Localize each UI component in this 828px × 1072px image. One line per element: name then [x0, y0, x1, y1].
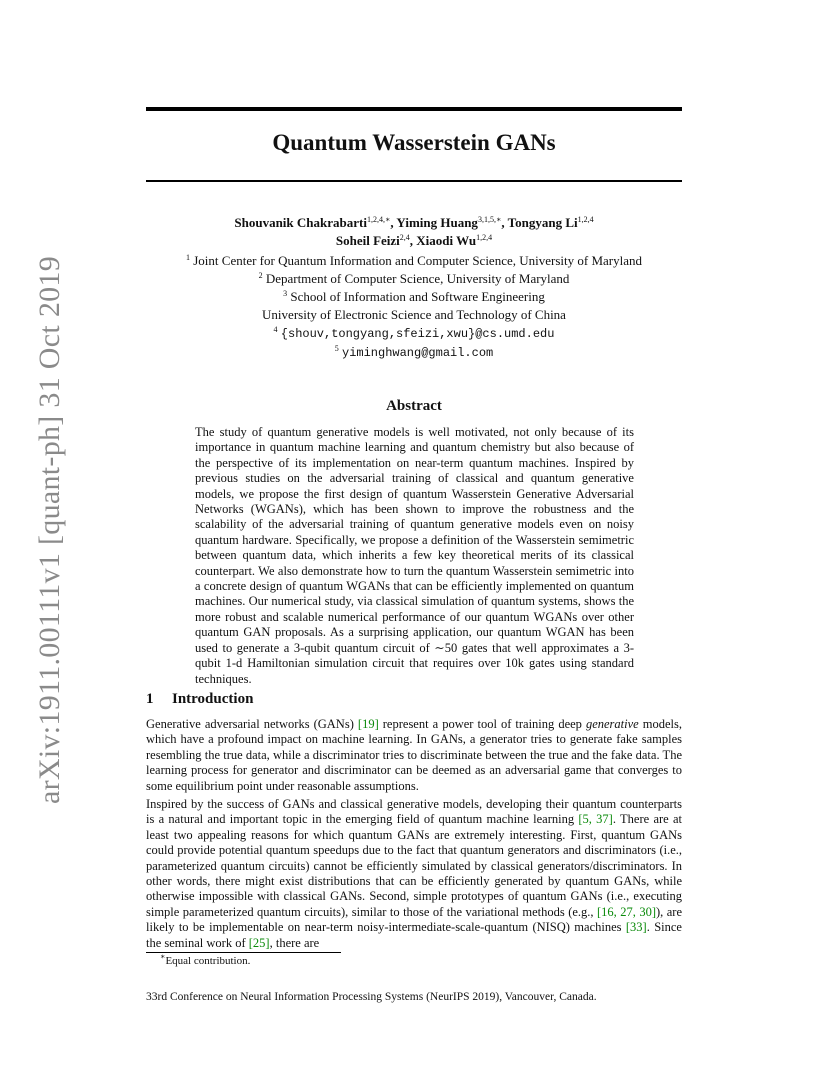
footnote-rule: [146, 952, 341, 953]
affiliation: [146, 288, 682, 306]
text-run: ), are likely to be implementable on near-term noisy-intermediate-scale-quantum (NISQ) machines: [146, 904, 682, 935]
citation-link[interactable]: [5, 37]: [578, 812, 613, 827]
email-text[interactable]: yiminghwang@gmail.com: [342, 346, 494, 360]
citation-link[interactable]: [16, 27, 30]: [597, 904, 656, 919]
text-run: . Since the seminal work of: [146, 920, 682, 950]
text-run: , there are: [269, 935, 320, 950]
author-name: Yiming Huang: [396, 215, 478, 230]
citation-link[interactable]: [33]: [625, 920, 647, 935]
abstract-heading: Abstract: [386, 398, 442, 414]
author-sup: 1,2,4: [476, 233, 493, 242]
arxiv-stamp: [30, 255, 70, 805]
section-title: Introduction: [172, 691, 254, 707]
title-rule-top: [146, 107, 682, 111]
author-sup: 1,2,4,∗: [366, 215, 391, 224]
text-run: models, which have a profound impact on machine learning. In GANs, a generator tries to generate fake samples resembling the true data, while a discriminator tries to discriminate between the true and the fake data. The learning process for generator and discriminator can be deemed as an adversarial game that converges to some equilibrium point under reasonable assumptions.: [146, 717, 682, 793]
affiliation: [146, 252, 682, 270]
affiliation-sup: 3: [283, 289, 288, 298]
affiliation-text: University of Electronic Science and Technology of China: [262, 307, 566, 322]
email-text[interactable]: {shouv,tongyang,sfeizi,xwu}@cs.umd.edu: [280, 327, 555, 341]
citation-link[interactable]: [19]: [357, 717, 379, 731]
text-run: represent a power tool of training deep: [378, 717, 586, 731]
author-name: Soheil Feizi: [335, 233, 400, 248]
footnote-sup: ∗: [160, 952, 166, 961]
intro-paragraph-2: [146, 797, 682, 951]
citation-link[interactable]: [25]: [248, 935, 270, 950]
affiliation-email: [146, 324, 682, 343]
author-list: Shouvanik Chakrabarti$^{1,2,4,∗}$, Yiming Huang$^{3,1,5,∗}$, Tongyang Li$^{1,2,4}$ Soheil Feizi$^{2,4}$, Xiaodi Wu$^{1,2,4}$: [234, 215, 594, 248]
author-name: Xiaodi Wu: [416, 233, 477, 248]
abstract-body: The study of quantum generative models is well motivated, not only because of its importance in quantum machine learning and quantum chemistry but also because of the perspective of its implementation on near-term quantum machines. Inspired by previous studies on the adversarial training of classical and quantum generative models, we propose the first design of quantum Wasserstein Generative Adversarial Networks (WGANs), which has been shown to improve the robustness and the scalability of the adversarial training of quantum generative models even on noisy quantum hardware. Specifically, we propose a definition of the Wasserstein semimetric between quantum data, which inherits a few key theoretical merits of its classical counterpart. We also demonstrate how to turn the quantum Wasserstein semimetric into a concrete design of quantum WGANs that can be efficiently implemented on quantum machines. Our numerical study, via classical simulation of quantum systems, shows the more robust and scalable numerical performance of our quantum WGANs over other quantum GAN proposals. As a surprising application, our quantum WGAN has been used to generate a 3-qubit quantum circuit of ∼50 gates that well approximates a 3-qubit 1-d Hamiltonian simulation circuit that requires over 10k gates using standard techniques.: [195, 425, 634, 686]
affiliation-text: School of Information and Software Engineering: [290, 289, 545, 304]
text-run: Generative adversarial networks (GANs): [146, 717, 358, 731]
author-name: Shouvanik Chakrabarti: [234, 215, 367, 230]
affiliation: [146, 306, 682, 324]
author-sup: 3,1,5,∗: [477, 215, 502, 224]
affiliation-text: Joint Center for Quantum Information and Computer Science, University of Maryland: [193, 253, 642, 268]
text-run: Inspired by the success of GANs and classical generative models, developing their quantum counterparts is a natural and important topic in the emerging field of quantum machine learning: [146, 797, 682, 827]
affiliation: [146, 270, 682, 288]
conference-footer: 33rd Conference on Neural Information Processing Systems (NeurIPS 2019), Vancouver, Canada.: [146, 991, 597, 1003]
footnote-text: Equal contribution.: [165, 955, 251, 967]
author-sup: 1,2,4: [577, 215, 594, 224]
affiliation-sup: 4: [273, 325, 278, 334]
affiliation-email: [146, 343, 682, 362]
author-sup: 2,4: [399, 233, 410, 242]
emphasis-text: generative: [585, 717, 639, 731]
intro-paragraph-1: [146, 717, 682, 794]
section-heading: [146, 691, 253, 708]
text-run: . There are at least two appealing reasons for which quantum GANs are extremely interesting. First, quantum GANs could provide potential quantum speedups due to the fact that quantum generators and discriminators (i.e., parameterized quantum circuits) cannot be efficiently simulated by classical generators/discriminators. In other words, there might exist distributions that can be efficiently generated by quantum GANs, while otherwise impossible with classical GANs. Second, simple prototypes of quantum GANs (i.e., executing simple parameterized quantum circuits), similar to those of the variational methods (e.g.,: [146, 812, 682, 919]
affiliation-text: Department of Computer Science, University of Maryland: [265, 271, 570, 286]
footnote: [160, 952, 251, 967]
arxiv-stamp-text: arXiv:1911.00111v1 [quant-ph] 31 Oct 2019: [33, 255, 66, 805]
section-number: 1: [146, 691, 154, 707]
affiliation-sup: 5: [334, 344, 339, 353]
title-rule-bottom: [146, 180, 682, 182]
paper-title: Quantum Wasserstein GANs: [272, 130, 556, 155]
affiliation-sup: 1: [185, 253, 190, 262]
author-name: Tongyang Li: [507, 215, 578, 230]
affiliation-sup: 2: [258, 271, 263, 280]
